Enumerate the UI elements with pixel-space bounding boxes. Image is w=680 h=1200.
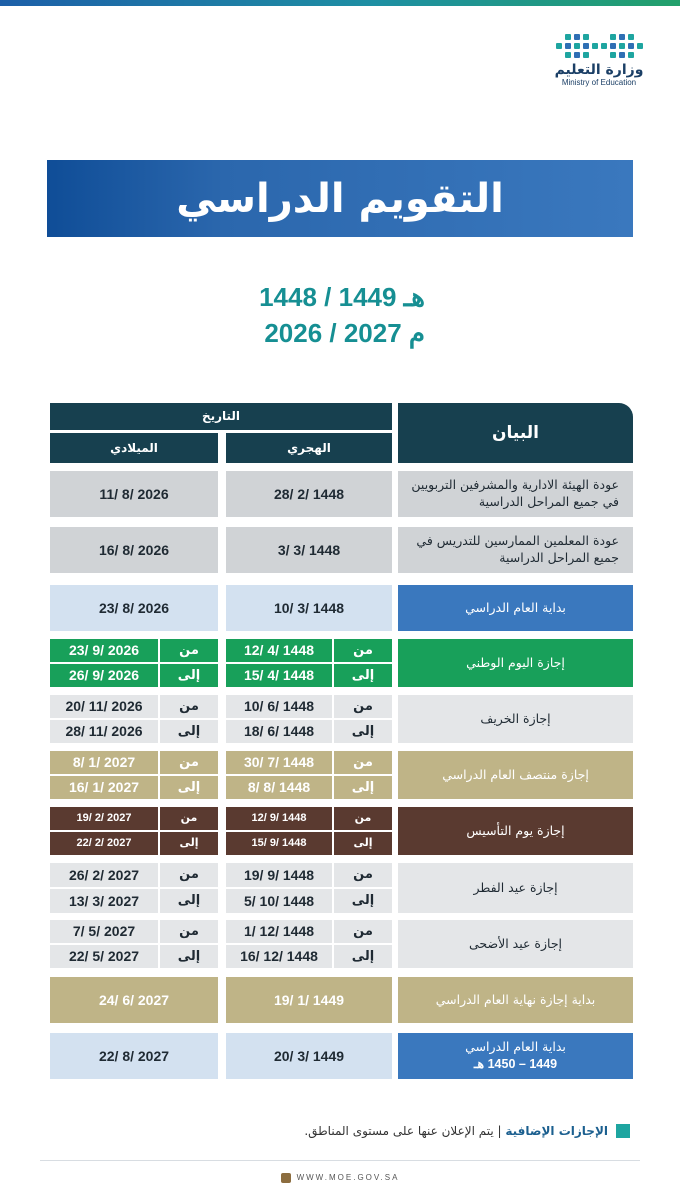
row-label: بداية العام الدراسي [398,585,633,631]
gregorian-from-date: 8/ 1/ 2027 [50,751,158,774]
row-label: إجازة منتصف العام الدراسي [398,751,633,799]
hijri-from-date: 12/ 9/ 1448 [226,807,332,830]
hijri-to-date: 15/ 9/ 1448 [226,832,332,855]
gregorian-date: 11/ 8/ 2026 [50,471,218,517]
logo-arabic-text: وزارة التعليم [554,62,644,78]
hijri-date: 28/ 2/ 1448 [226,471,392,517]
gregorian-to-date: 26/ 9/ 2026 [50,664,158,687]
to-label: إلى [334,889,392,913]
hijri-to-date: 16/ 12/ 1448 [226,945,332,968]
to-label: إلى [334,945,392,968]
row-label: بداية العام الدراسي [465,1039,566,1055]
gregorian-from-date: 7/ 5/ 2027 [50,920,158,943]
footer-website[interactable] [0,1173,680,1183]
gregorian-from-date: 26/ 2/ 2027 [50,863,158,887]
page-title: التقويم الدراسي [176,175,504,222]
from-label: من [334,751,392,774]
from-label: من [160,920,218,943]
to-label: إلى [334,720,392,743]
gregorian-to-date: 22/ 5/ 2027 [50,945,158,968]
header-hijri: الهجري [226,433,392,463]
from-label: من [334,639,392,662]
to-label: إلى [160,720,218,743]
row-label: إجازة اليوم الوطني [398,639,633,687]
hijri-from-date: 12/ 4/ 1448 [226,639,332,662]
top-accent-bar [0,0,680,6]
hijri-to-date: 8/ 8/ 1448 [226,776,332,799]
row-label: إجازة الخريف [398,695,633,743]
logo-english-text: Ministry of Education [561,78,637,87]
hijri-date: 3/ 3/ 1448 [226,527,392,573]
logo-mark-icon [554,34,644,58]
row-label: عودة المعلمين الممارسين للتدريس في جميع المراحل الدراسية [398,527,633,573]
title-banner [47,160,633,237]
row-label: إجازة عيد الفطر [398,863,633,913]
to-label: إلى [160,664,218,687]
row-label: إجازة عيد الأضحى [398,920,633,968]
row-label: عودة الهيئة الادارية والمشرفين التربويين في جميع المراحل الدراسية [398,471,633,517]
hijri-from-date: 10/ 6/ 1448 [226,695,332,718]
hijri-to-date: 15/ 4/ 1448 [226,664,332,687]
hijri-date: 10/ 3/ 1448 [226,585,392,631]
hijri-year: 1448 / 1449 هـ [259,282,425,312]
note-bold: الإجازات الإضافية [505,1124,608,1138]
to-label: إلى [160,832,218,855]
header-bayan: البيان [398,403,633,463]
hijri-date: 19/ 1/ 1449 [226,977,392,1023]
additional-holidays-note [304,1124,630,1138]
hijri-to-date: 5/ 10/ 1448 [226,889,332,913]
gregorian-from-date: 20/ 11/ 2026 [50,695,158,718]
gregorian-to-date: 16/ 1/ 2027 [50,776,158,799]
gregorian-date: 22/ 8/ 2027 [50,1033,218,1079]
gregorian-from-date: 23/ 9/ 2026 [50,639,158,662]
from-label: من [334,863,392,887]
from-label: من [160,807,218,830]
gregorian-date: 24/ 6/ 2027 [50,977,218,1023]
footer-url[interactable]: WWW.MOE.GOV.SA [296,1173,400,1183]
row-label: إجازة يوم التأسيس [398,807,633,855]
gregorian-to-date: 28/ 11/ 2026 [50,720,158,743]
from-label: من [334,695,392,718]
hijri-date: 20/ 3/ 1449 [226,1033,392,1079]
gregorian-to-date: 13/ 3/ 2027 [50,889,158,913]
header-date: التاريخ [50,403,392,430]
to-label: إلى [160,945,218,968]
gregorian-date: 23/ 8/ 2026 [50,585,218,631]
gregorian-to-date: 22/ 2/ 2027 [50,832,158,855]
to-label: إلى [160,776,218,799]
gregorian-date: 16/ 8/ 2026 [50,527,218,573]
footer-divider [40,1160,640,1161]
header-gregorian: الميلادي [50,433,218,463]
to-label: إلى [160,889,218,913]
to-label: إلى [334,776,392,799]
from-label: من [160,639,218,662]
row-label-box [398,1033,633,1079]
from-label: من [160,863,218,887]
square-bullet-icon [616,1124,630,1138]
row-label: بداية إجازة نهاية العام الدراسي [398,977,633,1023]
from-label: من [160,751,218,774]
to-label: إلى [334,832,392,855]
row-label-years: 1449 – 1450 هـ [473,1057,558,1071]
from-label: من [160,695,218,718]
ministry-logo [554,34,644,87]
note-text: | يتم الإعلان عنها على مستوى المناطق. [304,1124,506,1138]
hijri-from-date: 19/ 9/ 1448 [226,863,332,887]
gregorian-from-date: 19/ 2/ 2027 [50,807,158,830]
moe-icon [281,1173,291,1183]
hijri-from-date: 30/ 7/ 1448 [226,751,332,774]
from-label: من [334,807,392,830]
gregorian-year: 2026 / 2027 م [264,318,425,348]
from-label: من [334,920,392,943]
to-label: إلى [334,664,392,687]
hijri-to-date: 18/ 6/ 1448 [226,720,332,743]
hijri-from-date: 1/ 12/ 1448 [226,920,332,943]
